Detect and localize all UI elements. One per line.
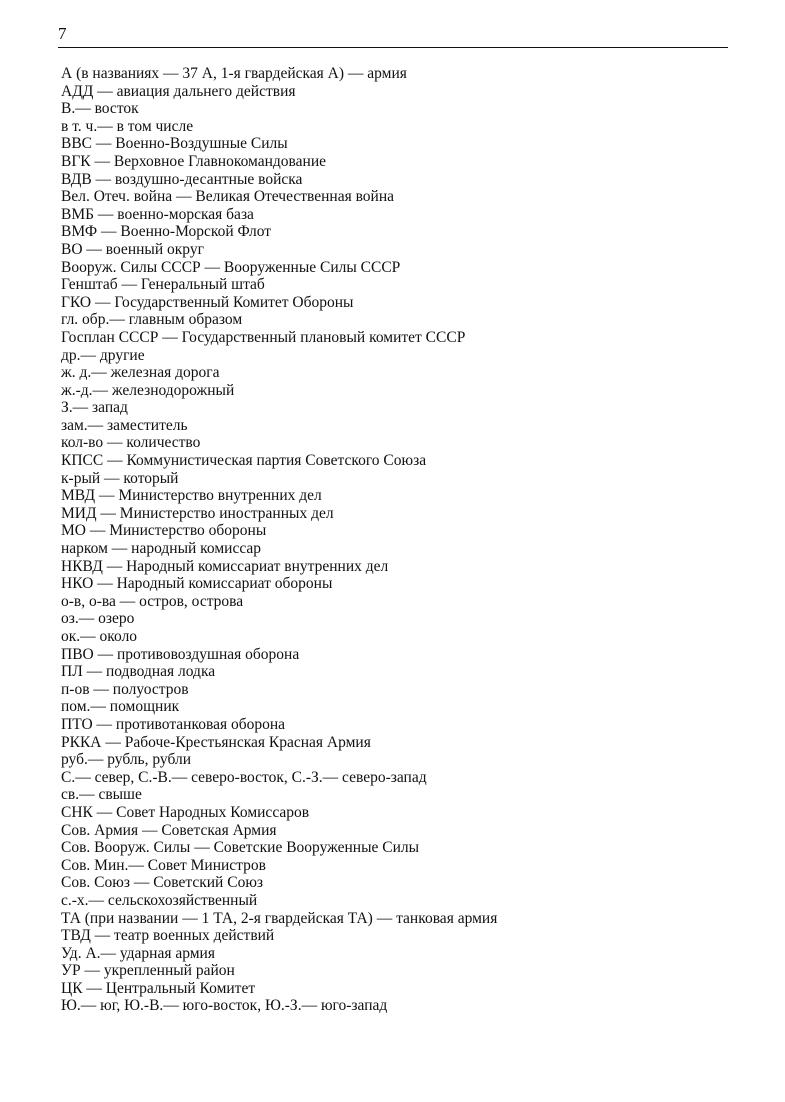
page-number: 7 — [58, 24, 67, 43]
abbreviation-entry: СНК — Совет Народных Комиссаров — [61, 803, 310, 821]
abbreviation-entry: Вооруж. Силы СССР — Вооруженные Силы СССР — [61, 258, 401, 276]
abbreviation-entry: ж.-д.— железнодорожный — [61, 381, 235, 399]
abbreviation-entry: оз.— озеро — [61, 610, 135, 628]
header-rule — [58, 47, 728, 48]
abbreviation-entry: КПСС — Коммунистическая партия Советского Союза — [61, 452, 427, 470]
abbreviation-entry: ПЛ — подводная лодка — [61, 663, 216, 681]
abbreviation-entry: ж. д.— железная дорога — [61, 364, 220, 382]
abbreviation-entry: ВДВ — воздушно-десантные войска — [61, 170, 303, 188]
abbreviation-entry: к-рый — который — [61, 469, 179, 487]
abbreviation-entry: Ю.— юг, Ю.-В.— юго-восток, Ю.-З.— юго-запад — [61, 997, 388, 1015]
abbreviation-entry: АДД — авиация дальнего действия — [61, 82, 296, 100]
abbreviation-entry: с.-х.— сельскохозяйственный — [61, 891, 258, 909]
abbreviation-entry: зам.— заместитель — [61, 416, 188, 434]
abbreviation-entry: руб.— рубль, рубли — [61, 751, 191, 769]
abbreviation-entry: гл. обр.— главным образом — [61, 311, 243, 329]
abbreviation-entry: Сов. Вооруж. Силы — Советские Вооруженные Силы — [61, 839, 420, 857]
abbreviation-entry: ВО — военный округ — [61, 240, 204, 258]
abbreviation-entry: НКО — Народный комиссариат обороны — [61, 575, 333, 593]
abbreviation-entry: св.— свыше — [61, 786, 142, 804]
abbreviation-entry: Сов. Мин.— Совет Министров — [61, 856, 266, 874]
abbreviation-entry: ПВО — противовоздушная оборона — [61, 645, 300, 663]
abbreviation-entry: ПТО — противотанковая оборона — [61, 715, 286, 733]
abbreviation-entry: УР — укрепленный район — [61, 962, 235, 980]
abbreviation-list — [61, 65, 751, 1015]
abbreviation-entry: Сов. Союз — Советский Союз — [61, 874, 264, 892]
abbreviation-entry: Вел. Отеч. война — Великая Отечественная война — [61, 188, 395, 206]
abbreviation-entry: нарком — народный комиссар — [61, 540, 262, 558]
abbreviation-entry: А (в названиях — 37 А, 1-я гвардейская А) — армия — [61, 65, 407, 82]
abbreviation-entry: ВМФ — Военно-Морской Флот — [61, 223, 272, 241]
abbreviation-entry: ТА (при названии — 1 ТА, 2-я гвардейская ТА) — танковая армия — [61, 909, 498, 927]
abbreviation-entry: пом.— помощник — [61, 698, 180, 716]
abbreviation-entry: МИД — Министерство иностранных дел — [61, 504, 334, 522]
abbreviation-entry: кол-во — количество — [61, 434, 201, 452]
abbreviation-entry: ВВС — Военно-Воздушные Силы — [61, 135, 288, 153]
abbreviation-entry: др.— другие — [61, 346, 145, 364]
abbreviation-entry: НКВД — Народный комиссариат внутренних дел — [61, 557, 389, 575]
abbreviation-entry: МВД — Министерство внутренних дел — [61, 487, 322, 505]
abbreviation-entry: РККА — Рабоче-Крестьянская Красная Армия — [61, 733, 371, 751]
abbreviation-entry: ЦК — Центральный Комитет — [61, 979, 256, 997]
abbreviation-entry: Генштаб — Генеральный штаб — [61, 276, 265, 294]
abbreviation-entry: ГКО — Государственный Комитет Обороны — [61, 293, 354, 311]
abbreviation-entry: С.— север, С.-В.— северо-восток, С.-З.— северо-запад — [61, 768, 427, 786]
abbreviation-entry: ВГК — Верховное Главнокомандование — [61, 152, 327, 170]
abbreviation-entry: ок.— около — [61, 628, 138, 645]
abbreviation-entry: ТВД — театр военных действий — [61, 927, 275, 945]
abbreviation-entry: В.— восток — [61, 100, 139, 118]
abbreviation-entry: ВМБ — военно-морская база — [61, 205, 254, 223]
abbreviation-entry: З.— запад — [61, 399, 128, 417]
abbreviation-entry: п-ов — полуостров — [61, 680, 189, 698]
abbreviation-entry: Госплан СССР — Государственный плановый комитет СССР — [61, 328, 466, 346]
abbreviation-entry: в т. ч.— в том числе — [61, 117, 194, 135]
abbreviation-entry: Уд. А.— ударная армия — [61, 944, 215, 962]
abbreviation-entry: о-в, о-ва — остров, острова — [61, 592, 244, 610]
abbreviation-entry: Сов. Армия — Советская Армия — [61, 821, 277, 839]
abbreviation-entry: МО — Министерство обороны — [61, 522, 267, 540]
